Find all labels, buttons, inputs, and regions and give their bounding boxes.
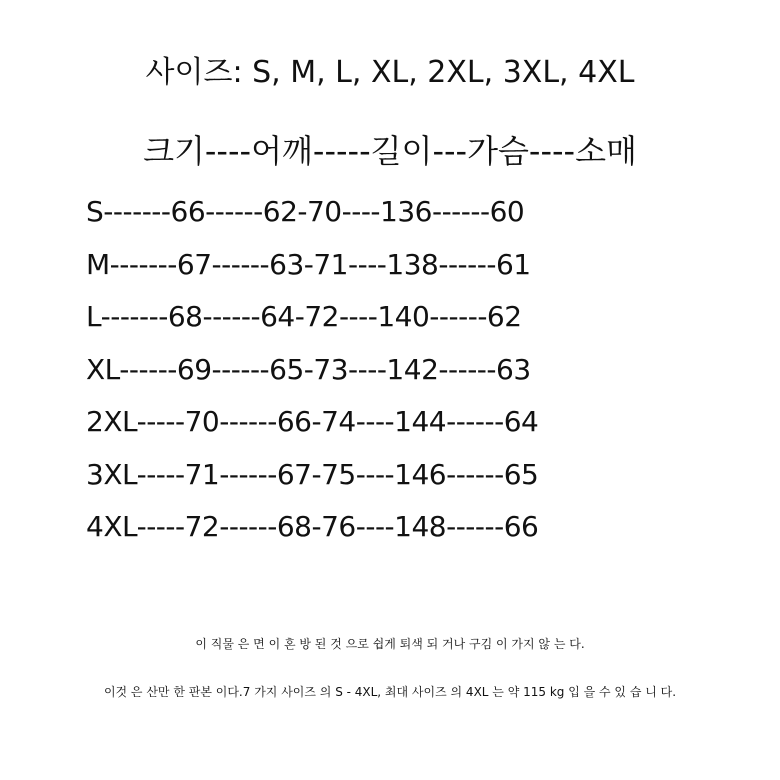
size-row-3xl: 3XL-----71------67-75----146------65 xyxy=(86,458,539,491)
size-row-2xl: 2XL-----70------66-74----144------64 xyxy=(86,405,539,438)
size-list-title: 사이즈: S, M, L, XL, 2XL, 3XL, 4XL xyxy=(145,55,635,90)
size-row-4xl: 4XL-----72------68-76----148------66 xyxy=(86,510,539,543)
size-row-s: S-------66------62-70----136------60 xyxy=(86,195,525,228)
size-row-m: M-------67------63-71----138------61 xyxy=(86,248,531,281)
size-capacity-note: 이것 은 산만 한 판본 이다.7 가지 사이즈 의 S - 4XL, 최대 사이즈 의 4XL 는 약 115 kg 입 을 수 있 습 니 다. xyxy=(103,685,677,699)
size-row-xl: XL------69------65-73----142------63 xyxy=(86,353,531,386)
size-row-l: L-------68------64-72----140------62 xyxy=(86,300,522,333)
size-table-header: 크기----어깨-----길이---가슴----소매 xyxy=(143,132,637,170)
fabric-note: 이 직물 은 면 이 혼 방 된 것 으로 쉽게 퇴색 되 거나 구김 이 가지 않 는 다. xyxy=(195,637,585,651)
